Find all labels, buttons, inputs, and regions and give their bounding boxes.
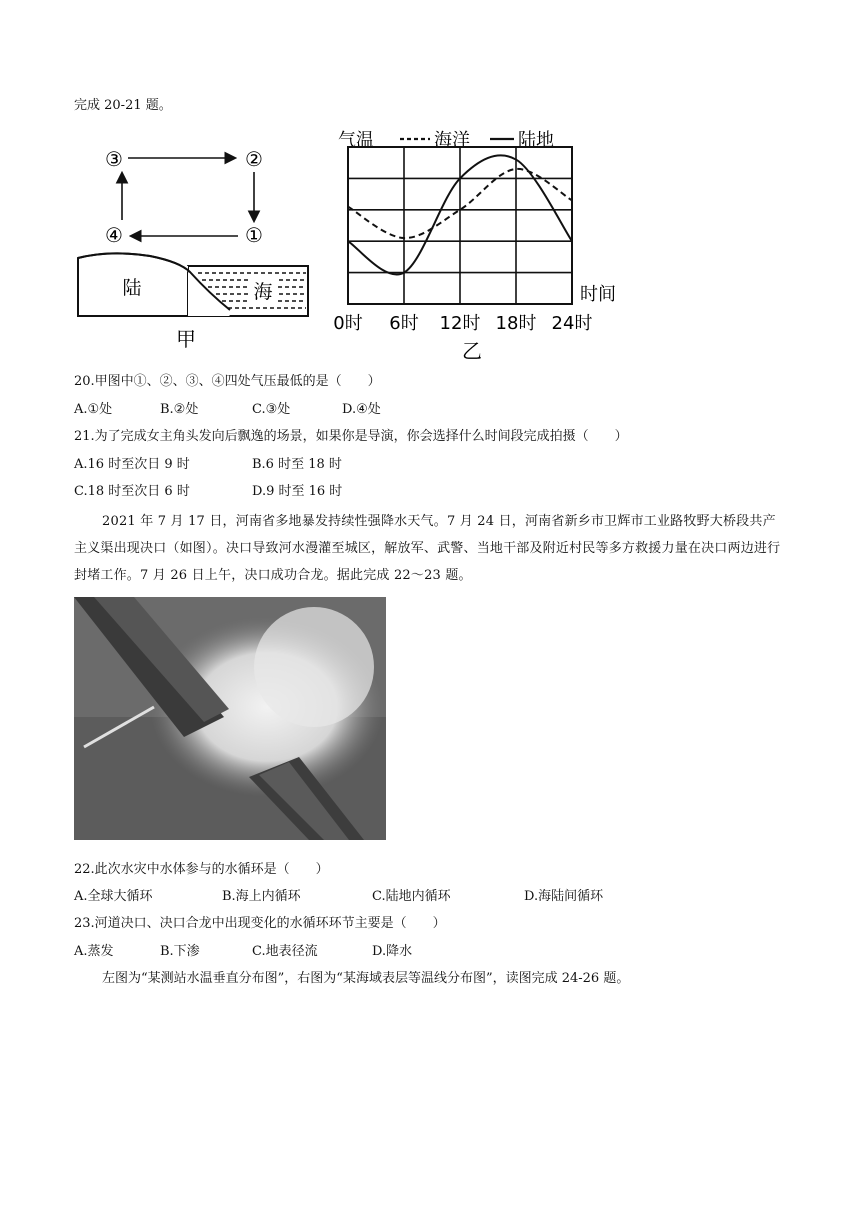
x-tick-label: 12时 [439, 313, 481, 334]
q20-option-b[interactable]: B.②处 [160, 402, 199, 417]
q23-option-c[interactable]: C.地表径流 [252, 944, 318, 959]
intro-text: 完成 20-21 题。 [74, 98, 172, 113]
point-1: ① [245, 223, 263, 247]
q23-option-a[interactable]: A.蒸发 [74, 944, 114, 959]
x-tick-label: 24时 [551, 313, 593, 334]
legend-sea-label: 海洋 [434, 130, 470, 151]
x-tick-label: 6时 [389, 313, 419, 334]
point-4: ④ [105, 223, 123, 247]
x-tick-label: 18时 [495, 313, 537, 334]
land-label: 陆 [122, 277, 142, 299]
figure-jia [70, 138, 320, 358]
q22-option-a[interactable]: A.全球大循环 [74, 889, 153, 904]
q21-option-c[interactable]: C.18 时至次日 6 时 [74, 484, 190, 499]
closing-text: 左图为“某测站水温垂直分布图”，右图为“某海域表层等温线分布图”，读图完成 24-26 题。 [102, 971, 630, 986]
q21-stem: 21.为了完成女主角头发向后飘逸的场景，如果你是导演，你会选择什么时间段完成拍摄（ ） [74, 429, 628, 444]
legend-land-label: 陆地 [518, 130, 554, 151]
q20-option-a[interactable]: A.①处 [74, 402, 113, 417]
point-2: ② [245, 147, 263, 171]
point-3: ③ [105, 147, 123, 171]
q21-option-a[interactable]: A.16 时至次日 9 时 [74, 457, 190, 472]
figure-yi-chart [330, 120, 630, 370]
q23-option-d[interactable]: D.降水 [372, 944, 413, 959]
q22-option-c[interactable]: C.陆地内循环 [372, 889, 451, 904]
caption-jia: 甲 [176, 327, 196, 351]
passage-text: 2021 年 7 月 17 日，河南省多地暴发持续性强降水天气。7 月 24 日，河南省新乡市卫辉市工业路牧野大桥段共产主义渠出现决口（如图）。决口导致河水漫灌至城区，解放军、武警、当地干部及附近村民等多方救援力量在决口两边进行封堵工作。7 月 26 日上午，决口成功合龙。据此完成 22～23 题。 [74, 514, 781, 583]
q22-option-d[interactable]: D.海陆间循环 [524, 889, 604, 904]
q20-stem: 20.甲图中①、②、③、④四处气压最低的是（ ） [74, 374, 381, 389]
sea-label: 海 [253, 281, 273, 303]
q21-option-b[interactable]: B.6 时至 18 时 [252, 457, 342, 472]
chart-grid [348, 147, 572, 304]
q22-stem: 22.此次水灾中水体参与的水循环是（ ） [74, 862, 329, 877]
breach-photo [74, 597, 386, 840]
q22-option-b[interactable]: B.海上内循环 [222, 889, 301, 904]
q21-option-d[interactable]: D.9 时至 16 时 [252, 484, 343, 499]
q20-option-d[interactable]: D.④处 [342, 402, 381, 417]
caption-yi: 乙 [462, 339, 482, 363]
x-axis-label: 时间 [580, 284, 616, 305]
q23-stem: 23.河道决口、决口合龙中出现变化的水循环环节主要是（ ） [74, 916, 446, 931]
y-axis-label: 气温 [338, 130, 374, 151]
q23-option-b[interactable]: B.下渗 [160, 944, 200, 959]
x-tick-label: 0时 [333, 313, 363, 334]
q20-option-c[interactable]: C.③处 [252, 402, 291, 417]
